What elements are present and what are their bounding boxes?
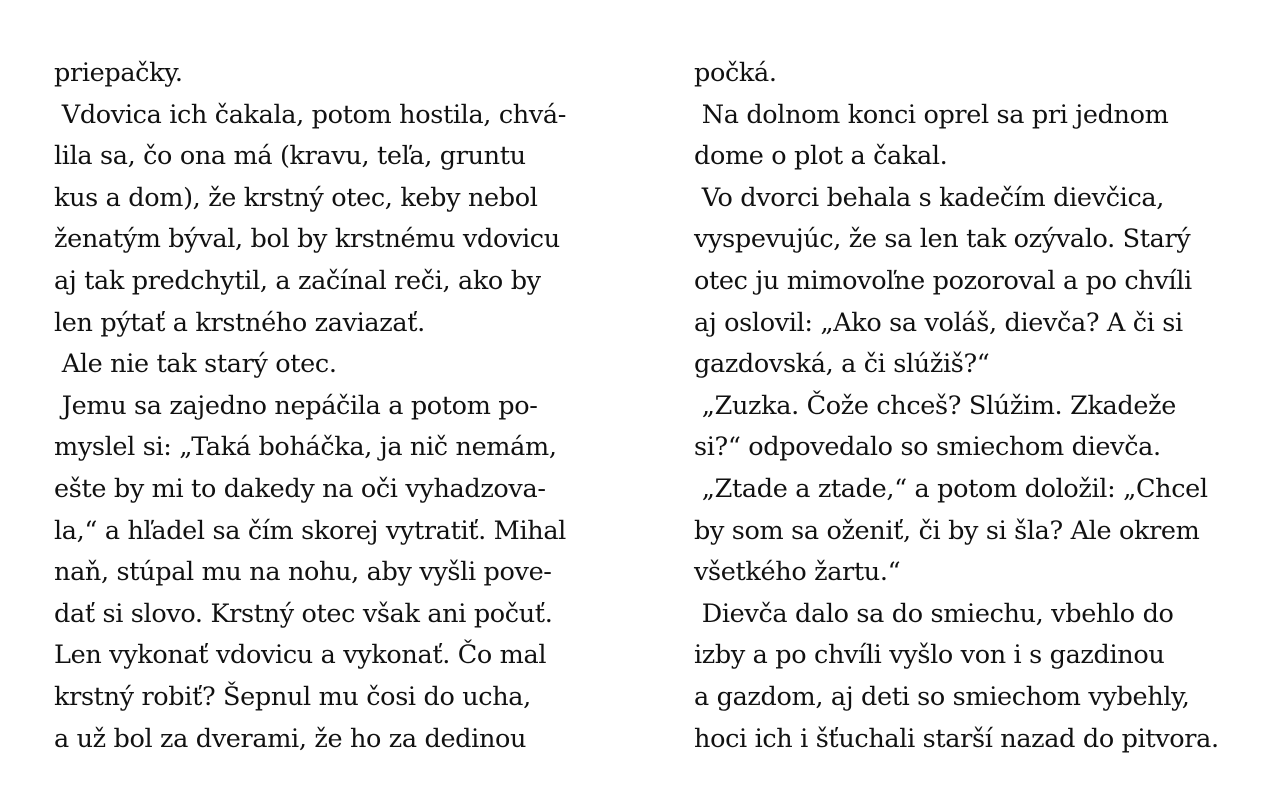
text-line: len pýtať a krstného zaviazať. (54, 307, 425, 338)
text-line: „Zuzka. Čože chceš? Slúžim. Zkadeže (694, 390, 1176, 421)
text-line: všetkého žartu.“ (694, 557, 901, 588)
text-line: aj oslovil: „Ako sa voláš, dievča? A či si (694, 307, 1183, 338)
text-line: hoci ich i šťuchali starší nazad do pitvora. (694, 723, 1219, 754)
text-line: izby a po chvíli vyšlo von i s gazdinou (694, 640, 1165, 671)
text-line: počká. (694, 58, 777, 88)
text-line: kus a dom), že krstný otec, keby nebol (54, 182, 538, 213)
text-line: dome o plot a čakal. (694, 141, 948, 172)
text-line: „Ztade a ztade,“ a potom doložil: „Chcel (694, 473, 1208, 504)
text-line: priepačky. (54, 58, 183, 88)
text-line: naň, stúpal mu na nohu, aby vyšli pove- (54, 557, 552, 588)
text-line: otec ju mimovoľne pozoroval a po chvíli (694, 265, 1192, 296)
text-line: lila sa, čo ona má (kravu, teľa, gruntu (54, 141, 526, 172)
text-line: si?“ odpovedalo so smiechom dievča. (694, 432, 1161, 463)
text-line: Vo dvorci behala s kadečím dievčica, (694, 182, 1164, 213)
text-line: Vdovica ich čakala, potom hostila, chvá- (54, 99, 566, 130)
text-line: gazdovská, a či slúžiš?“ (694, 349, 990, 380)
text-line: a už bol za dverami, že ho za dedinou (54, 723, 527, 754)
text-line: aj tak predchytil, a začínal reči, ako by (54, 265, 541, 296)
text-line: Ale nie tak starý otec. (54, 349, 337, 380)
text-line: Dievča dalo sa do smiechu, vbehlo do (694, 598, 1174, 629)
text-line: Len vykonať vdovicu a vykonať. Čo mal (54, 640, 547, 671)
right-page (694, 53, 1254, 760)
text-line: krstný robiť? Šepnul mu čosi do ucha, (54, 681, 531, 712)
left-page (54, 53, 614, 760)
text-line: by som sa oženiť, či by si šla? Ale okrem (694, 515, 1200, 546)
text-line: Na dolnom konci oprel sa pri jednom (694, 99, 1169, 130)
text-line: dať si slovo. Krstný otec však ani počuť. (54, 598, 553, 629)
text-line: myslel si: „Taká boháčka, ja nič nemám, (54, 432, 557, 463)
text-line: Jemu sa zajedno nepáčila a potom po- (54, 390, 538, 421)
text-line: ešte by mi to dakedy na oči vyhadzova- (54, 473, 546, 504)
text-line: a gazdom, aj deti so smiechom vybehly, (694, 681, 1190, 712)
text-line: la,“ a hľadel sa čím skorej vytratiť. Mihal (54, 515, 566, 546)
text-line: vyspevujúc, že sa len tak ozývalo. Starý (694, 224, 1191, 255)
text-line: ženatým býval, bol by krstnému vdovicu (54, 224, 560, 255)
